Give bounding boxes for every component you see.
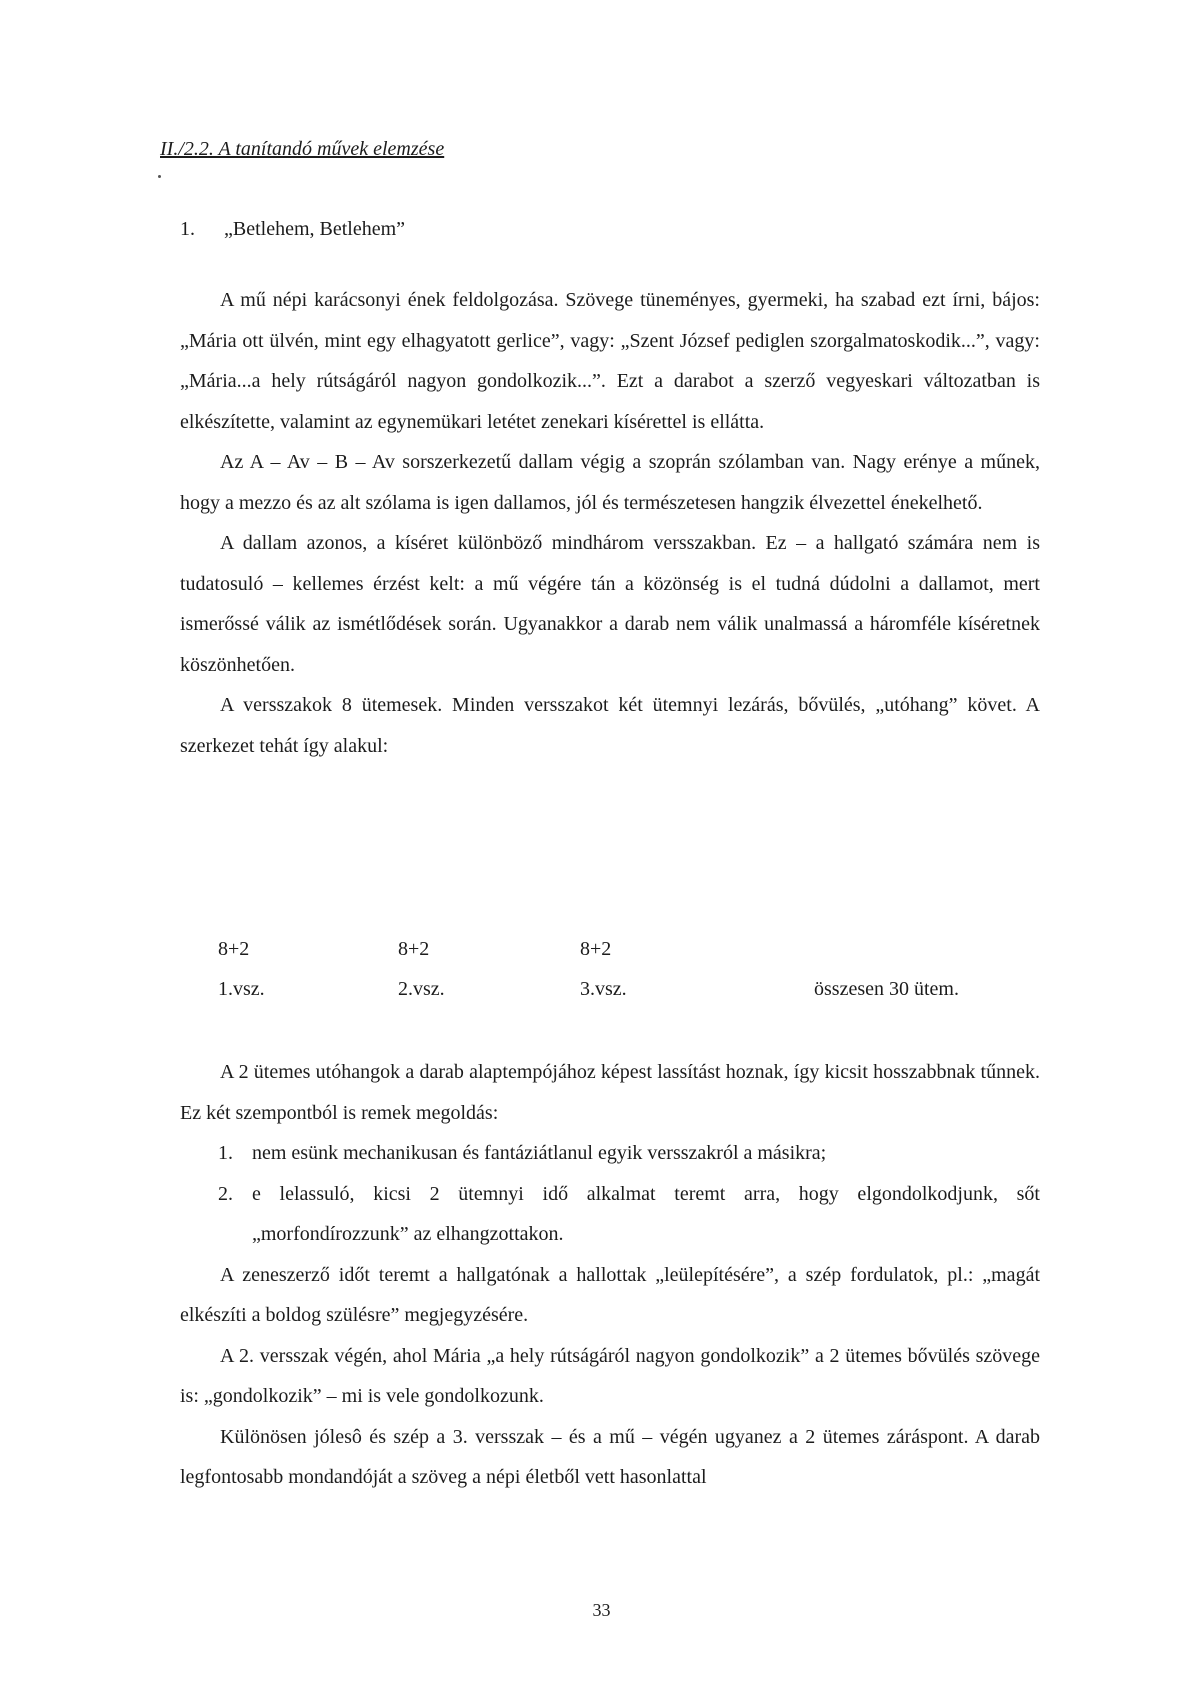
list-item-2 bbox=[180, 1174, 1040, 1255]
song-title bbox=[180, 218, 405, 241]
paragraph-3: A dallam azonos, a kíséret különböző mindhárom versszakban. Ez – a hallgató számára nem is tudatosuló – kellemes érzést kelt: a mű végére tán a közönség is el tudná dúdolni a dallamot, mert ismerőssé válik az ismétlődések során. Ugyanakkor a darab nem válik unalmassá a háromféle kíséretnek köszönhetően. bbox=[180, 532, 1040, 676]
list-item-1 bbox=[180, 1133, 1040, 1174]
verse-structure-table bbox=[218, 938, 1038, 1018]
measures-cell-2: 8+2 bbox=[398, 938, 430, 960]
verse-cell-2: 2.vsz. bbox=[398, 978, 445, 1000]
total-measures: összesen 30 ütem. bbox=[814, 978, 959, 1000]
paragraph-1: A mű népi karácsonyi ének feldolgozása. Szövege tüneményes, gyermeki, ha szabad ezt írni, bájos: „Mária ott ülvén, mint egy elhagyatott gerlice”, vagy: „Szent József pediglen szorgalmatoskodik...”, vagy: „Mária...a hely rútságáról nagyon gondolkozik...”. Ezt a darabot a szerző vegyeskari változatban is elkészítette, valamint az egynemükari letétet zenekari kísérettel is ellátta. bbox=[180, 289, 1040, 433]
song-number: 1. bbox=[180, 218, 195, 240]
scan-speck bbox=[158, 175, 161, 178]
paragraph-4: A versszakok 8 ütemesek. Minden versszakot két ütemnyi lezárás, bővülés, „utóhang” követ. A szerkezet tehát így alakul: bbox=[180, 694, 1040, 757]
list-item-1-text: nem esünk mechanikusan és fantáziátlanul egyik versszakról a másikra; bbox=[252, 1142, 827, 1164]
song-title-text: „Betlehem, Betlehem” bbox=[224, 218, 406, 240]
measures-row bbox=[218, 938, 1038, 978]
list-item-2-text: e lelassuló, kicsi 2 ütemnyi idő alkalmat teremt arra, hogy elgondolkodjunk, sőt „morfondírozzunk” az elhangzottakon. bbox=[252, 1182, 1040, 1245]
paragraph-6: A zeneszerző időt teremt a hallgatónak a hallottak „leülepítésére”, a szép fordulatok, pl.: „magát elkészíti a boldog szülésre” megjegyzésére. bbox=[180, 1263, 1040, 1326]
verses-row bbox=[218, 978, 1038, 1018]
paragraph-8: Különösen jólesô és szép a 3. versszak – és a mű – végén ugyanez a 2 ütemes záráspont. A darab legfontosabb mondandóját a szöveg a népi életből vett hasonlattal bbox=[180, 1425, 1040, 1488]
list-item-2-number: 2. bbox=[218, 1182, 233, 1205]
measures-cell-3: 8+2 bbox=[580, 938, 612, 960]
page-number: 33 bbox=[592, 1600, 611, 1620]
paragraph-5: A 2 ütemes utóhangok a darab alaptempójához képest lassítást hoznak, így kicsit hosszabbnak tűnnek. Ez két szempontból is remek megoldás: bbox=[180, 1061, 1040, 1124]
verse-cell-3: 3.vsz. bbox=[580, 978, 627, 1000]
paragraph-7: A 2. versszak végén, ahol Mária „a hely rútságáról nagyon gondolkozik” a 2 ütemes bővülés szövege is: „gondolkozik” – mi is vele gondolkozunk. bbox=[180, 1344, 1040, 1407]
list-item-1-number: 1. bbox=[218, 1142, 233, 1164]
body-text-bottom bbox=[180, 1052, 1040, 1498]
verse-cell-1: 1.vsz. bbox=[218, 978, 265, 1000]
body-text-top bbox=[180, 280, 1040, 766]
measures-cell-1: 8+2 bbox=[218, 938, 250, 960]
paragraph-2: Az A – Av – B – Av sorszerkezetű dallam végig a szoprán szólamban van. Nagy erénye a műnek, hogy a mezzo és az alt szólama is igen dallamos, jól és természetesen hangzik élvezettel énekelhető. bbox=[180, 451, 1040, 514]
section-heading: II./2.2. A tanítandó művek elemzése bbox=[160, 138, 445, 160]
